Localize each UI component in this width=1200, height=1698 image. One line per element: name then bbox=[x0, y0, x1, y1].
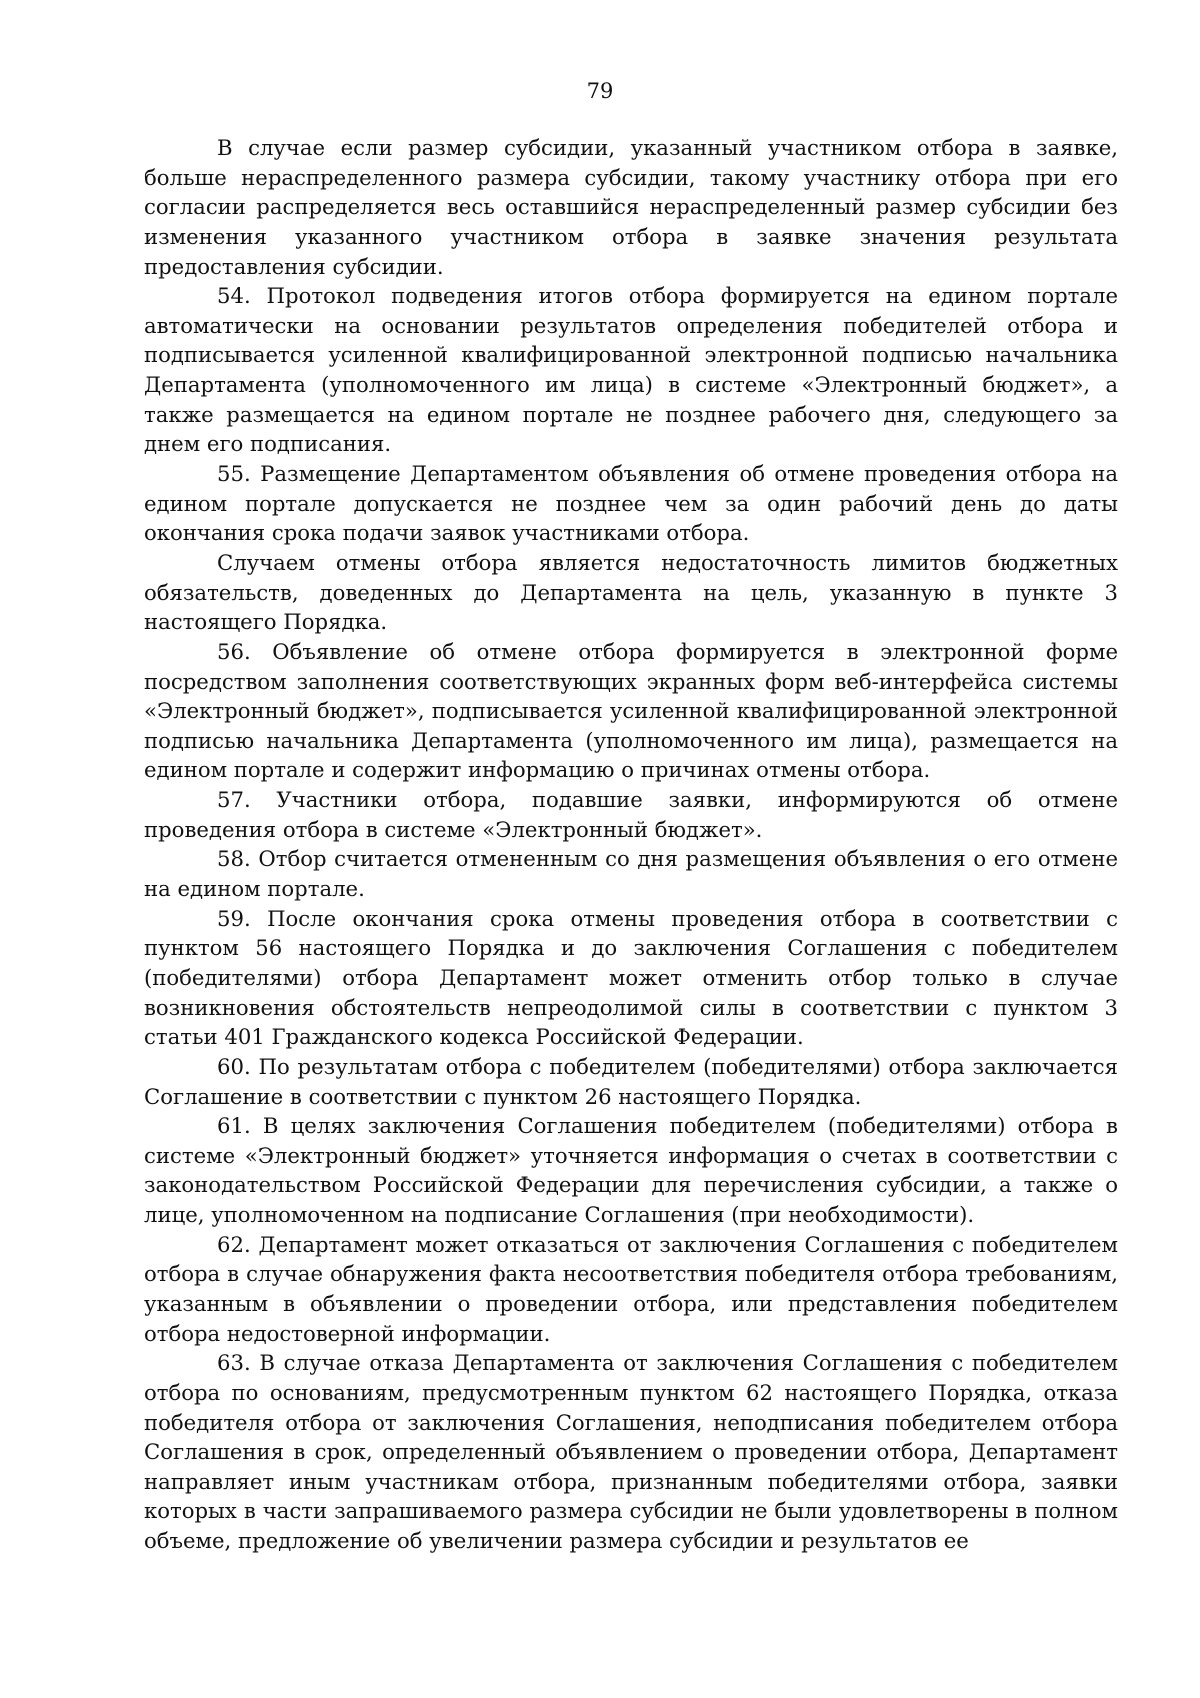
paragraph-subsidy-distribution: В случае если размер субсидии, указанный участником отбора в заявке, больше нераспределенного размера субсидии, такому участнику отбора при его согласии распределяется весь оставшийся нераспределенный размер субсидии без изменения указанного участником отбора в заявке значения результата предоставления субсидии. bbox=[144, 135, 1118, 279]
page-number: 79 bbox=[586, 79, 614, 103]
paragraph-61: 61. В целях заключения Соглашения победителем (победителями) отбора в системе «Электронный бюджет» уточняется информация о счетах в соответствии с законодательством Российской Федерации для перечисления субсидии, а также о лице, уполномоченном на подписание Соглашения (при необходимости). bbox=[144, 1113, 1118, 1228]
paragraph-57: 57. Участники отбора, подавшие заявки, информируются об отмене проведения отбора в системе «Электронный бюджет». bbox=[144, 787, 1118, 842]
paragraph-58: 58. Отбор считается отмененным со дня размещения объявления о его отмене на едином портале. bbox=[144, 846, 1118, 902]
paragraph-60: 60. По результатам отбора с победителем (победителями) отбора заключается Соглашение в соответствии с пунктом 26 настоящего Порядка. bbox=[144, 1053, 1118, 1109]
paragraph-59: 59. После окончания срока отмены проведения отбора в соответствии с пунктом 56 настоящего Порядка и до заключения Соглашения с победителем (победителями) отбора Департамент может отменить отбор только в случае возникновения обстоятельств непреодолимой силы в соответствии с пунктом 3 статьи 401 Гражданского кодекса Российской Федерации. bbox=[144, 905, 1118, 1050]
paragraph-54: 54. Протокол подведения итогов отбора формируется на едином портале автоматически на основании результатов определения победителей отбора и подписывается усиленной квалифицированной электронной подписью начальника Департамента (уполномоченного им лица) в системе «Электронный бюджет», а также размещается на едином портале не позднее рабочего дня, следующего за днем его подписания. bbox=[144, 283, 1118, 457]
paragraph-63: 63. В случае отказа Департамента от заключения Соглашения с победителем отбора по основаниям, предусмотренным пунктом 62 настоящего Порядка, отказа победителя отбора от заключения Соглашения, неподписания победителем отбора Соглашения в срок, определенный объявлением о проведении отбора, Департамент направляет иным участникам отбора, признанным победителями отбора, заявки которых в части запрашиваемого размера субсидии не были удовлетворены в полном объеме, предложение об увеличении размера субсидии и результатов ее bbox=[144, 1350, 1118, 1554]
paragraph-55: 55. Размещение Департаментом объявления об отмене проведения отбора на едином портале допускается не позднее чем за один рабочий день до даты окончания срока подачи заявок участниками отбора. bbox=[144, 461, 1118, 546]
paragraph-cancellation-case: Случаем отмены отбора является недостаточность лимитов бюджетных обязательств, доведенных до Департамента на цель, указанную в пункте 3 настоящего Порядка. bbox=[144, 549, 1118, 635]
paragraph-62: 62. Департамент может отказаться от заключения Соглашения с победителем отбора в случае обнаружения факта несоответствия победителя отбора требованиям, указанным в объявлении о проведении отбора, или представления победителем отбора недостоверной информации. bbox=[144, 1231, 1118, 1346]
paragraph-56: 56. Объявление об отмене отбора формируется в электронной форме посредством заполнения соответствующих экранных форм веб-интерфейса системы «Электронный бюджет», подписывается усиленной квалифицированной электронной подписью начальника Департамента (уполномоченного им лица), размещается на едином портале и содержит информацию о причинах отмены отбора. bbox=[144, 638, 1118, 783]
document-body bbox=[144, 133, 1118, 1556]
